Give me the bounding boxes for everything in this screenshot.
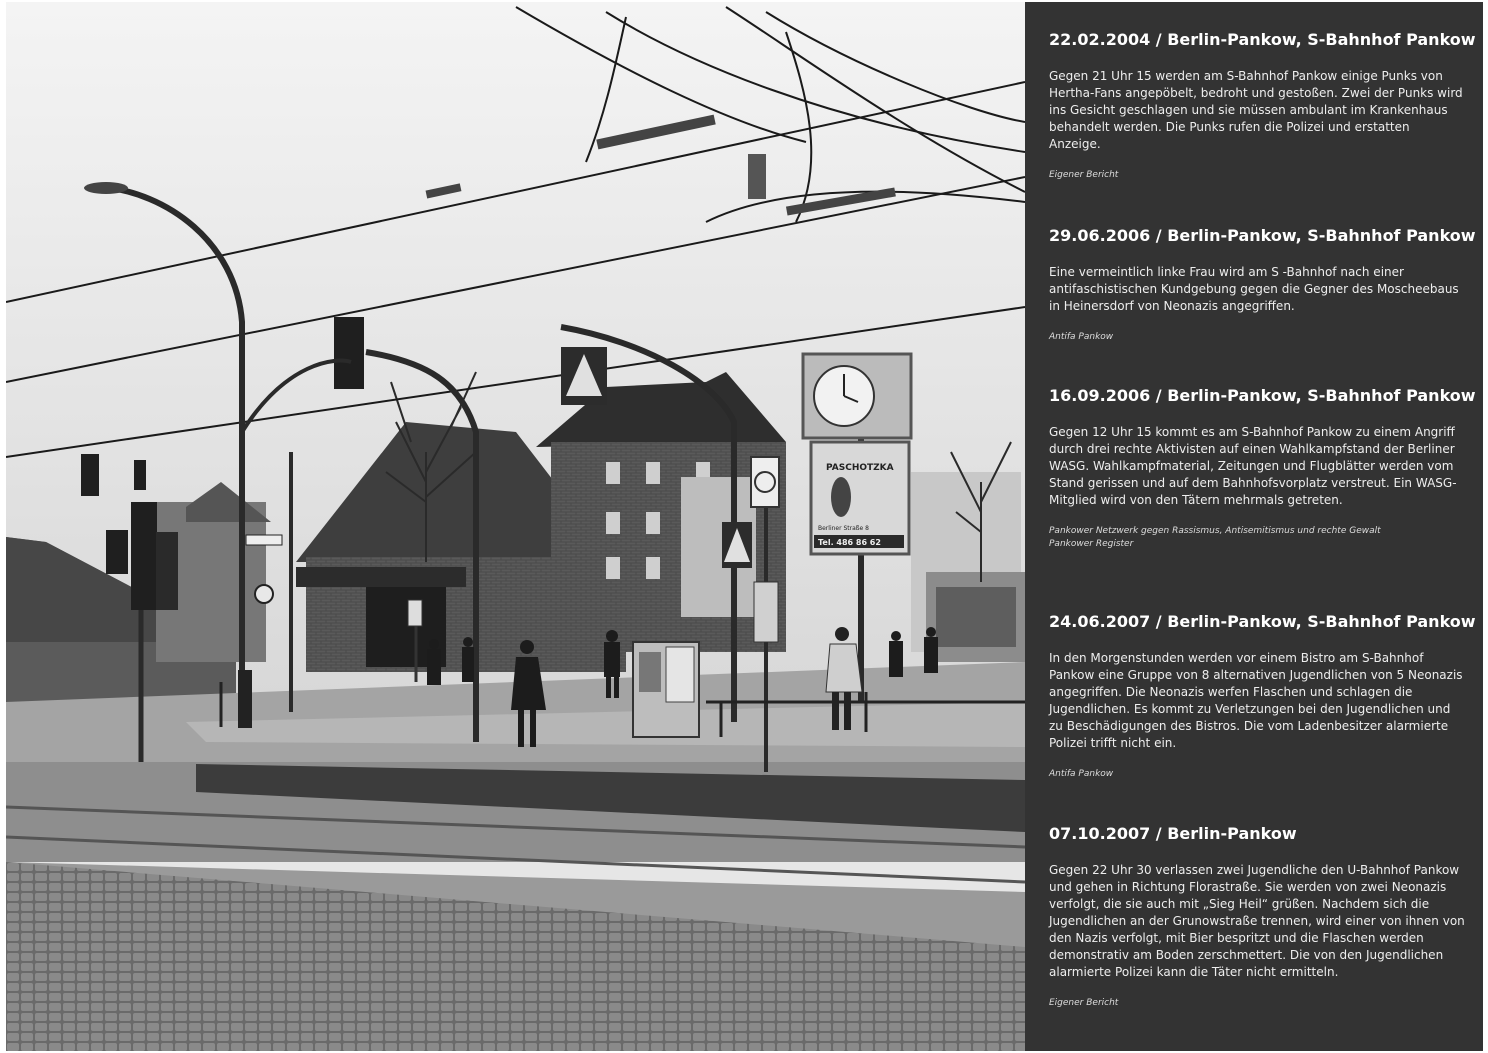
entry-heading: 07.10.2007 / Berlin-Pankow <box>1049 824 1297 843</box>
entry-heading: 16.09.2006 / Berlin-Pankow, S-Bahnhof Pankow <box>1049 386 1476 405</box>
ad-shop-phone: Tel. 486 86 62 <box>818 538 881 547</box>
entry-body: Gegen 12 Uhr 15 kommt es am S-Bahnhof Pankow zu einem Angriff durch drei rechte Aktivisten auf einen Wahlkampfstand der Berliner WASG. Wahlkampfmaterial, Zeitungen und Flugblätter werden vom Stand gerissen und auf dem Bahnhofsvorplatz verstreut. Ein WASG-Mitglied wird von den Tätern mehrmals getreten. <box>1049 425 1457 507</box>
source-line: Pankower Netzwerk gegen Rassismus, Antisemitismus und rechte Gewalt <box>1049 526 1381 536</box>
entry-heading: 22.02.2004 / Berlin-Pankow, S-Bahnhof Pankow <box>1049 30 1476 49</box>
entry-heading: 29.06.2006 / Berlin-Pankow, S-Bahnhof Pankow <box>1049 226 1476 245</box>
entry-body: In den Morgenstunden werden vor einem Bistro am S-Bahnhof Pankow eine Gruppe von 8 alternativen Jugendlichen von 5 Neonazis angegriffen. Die Neonazis werfen Flaschen und schlagen die Jugendlichen. Es kommt zu Verletzungen bei den Jugendlichen und zu Beschädigungen des Bistros. Die vom Ladenbesitzer alarmierte Polizei trifft nicht ein. <box>1049 651 1463 750</box>
source-line: Pankower Register <box>1049 539 1134 549</box>
incident-entry <box>1049 30 1476 182</box>
incident-entry <box>1049 824 1465 1010</box>
source-line: Eigener Bericht <box>1049 170 1119 180</box>
entry-source <box>1049 768 1465 781</box>
source-line: Antifa Pankow <box>1049 332 1114 342</box>
incident-chronicle-panel <box>1025 2 1483 1051</box>
entry-source <box>1049 331 1465 344</box>
source-line: Antifa Pankow <box>1049 769 1114 779</box>
entry-body: Eine vermeintlich linke Frau wird am S -Bahnhof nach einer antifaschistischen Kundgebung gegen die Gegner des Moscheebaus in Heinersdorf von Neonazis angegriffen. <box>1049 265 1459 313</box>
entry-body: Gegen 22 Uhr 30 verlassen zwei Jugendliche den U-Bahnhof Pankow und gehen in Richtung Florastraße. Sie werden von zwei Neonazis verfolgt, die sie auch mit „Sieg Heil“ grüßen. Nachdem sich die Jugendlichen an der Grunowstraße trennen, wird einer von ihnen von den Nazis verfolgt, mit Bier bespritzt und die Flaschen werden demonstrativ am Boden zerschmettert. Die von den Jugendlichen alarmierte Polizei kann die Täter nicht ermitteln. <box>1049 863 1465 979</box>
incident-entry <box>1049 386 1476 551</box>
incident-entry <box>1049 612 1476 781</box>
street-photo <box>6 2 1025 1051</box>
entry-source <box>1049 525 1465 551</box>
street-photo-illustration <box>6 2 1025 1051</box>
ad-shop-street: Berliner Straße 8 <box>818 525 869 532</box>
entry-heading: 24.06.2007 / Berlin-Pankow, S-Bahnhof Pankow <box>1049 612 1476 631</box>
ad-shop-name: PASCHOTZKA <box>826 463 894 473</box>
entry-source <box>1049 997 1465 1010</box>
source-line: Eigener Bericht <box>1049 998 1119 1008</box>
entry-body: Gegen 21 Uhr 15 werden am S-Bahnhof Pankow einige Punks von Hertha-Fans angepöbelt, bedroht und gestoßen. Zwei der Punks wird ins Gesicht geschlagen und sie müssen ambulant im Krankenhaus behandelt werden. Die Punks rufen die Polizei und erstatten Anzeige. <box>1049 69 1463 151</box>
incident-entry <box>1049 226 1476 344</box>
entry-source <box>1049 169 1465 182</box>
